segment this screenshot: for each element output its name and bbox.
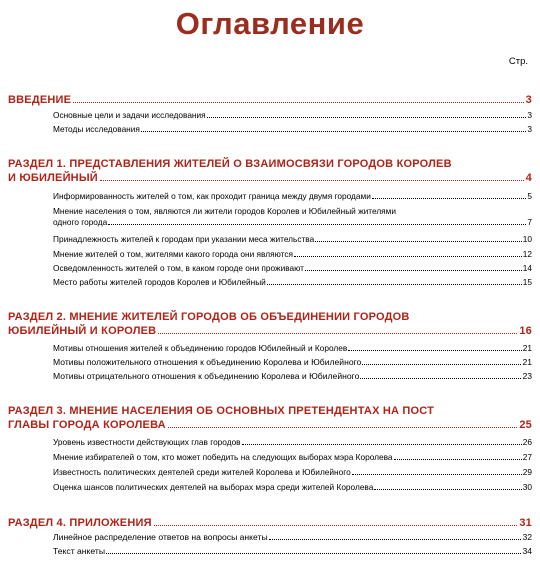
toc-entry[interactable]: [53, 371, 532, 382]
section-page-number: 25: [519, 419, 532, 431]
entry-page-number: 29: [522, 467, 532, 477]
toc-entry[interactable]: [53, 437, 532, 448]
dot-leader: [168, 427, 518, 428]
dot-leader: [267, 284, 522, 285]
entry-text: Осведомленность жителей о том, в каком городе они проживают: [53, 263, 304, 273]
dot-leader: [348, 350, 522, 351]
entry-page-number: 34: [522, 546, 532, 556]
toc-entry[interactable]: [53, 357, 532, 368]
toc-entry[interactable]: [53, 206, 532, 228]
dot-leader: [73, 102, 523, 103]
toc-entry[interactable]: [53, 234, 532, 245]
entry-text: Основные цели и задачи исследования: [53, 110, 206, 120]
entry-text: Текст анкеты: [53, 546, 106, 556]
dot-leader: [352, 474, 522, 475]
dot-leader: [269, 539, 522, 540]
toc-section-heading[interactable]: [8, 157, 532, 185]
toc-entry[interactable]: [53, 482, 532, 493]
entry-text: Мотивы положительного отношения к объединению Королева и Юбилейного: [53, 357, 362, 367]
dot-leader: [100, 180, 524, 181]
dot-leader: [141, 131, 526, 132]
entry-text: Место работы жителей городов Королев и Юбилейный: [53, 277, 266, 287]
entry-page-number: 27: [522, 452, 532, 462]
entry-page-number: 26: [522, 437, 532, 447]
entry-page-number: 23: [522, 371, 532, 381]
entry-page-number: 21: [522, 357, 532, 367]
section-page-number: 4: [525, 172, 532, 184]
entry-text: Мнение избирателей о том, кто может победить на следующих выборах мэра Королева: [53, 452, 393, 462]
toc-entry[interactable]: [53, 532, 532, 543]
toc-entry[interactable]: [53, 110, 532, 121]
section-page-number: 31: [519, 517, 532, 529]
section-page-number: 3: [525, 94, 532, 106]
toc-entry[interactable]: [53, 263, 532, 274]
entry-text-continued: одного города: [53, 217, 108, 227]
entry-page-number: 3: [527, 124, 532, 134]
page-column-label: Стр.: [508, 56, 528, 67]
dot-leader: [242, 444, 522, 445]
toc-entry[interactable]: [53, 343, 532, 354]
section-page-number: 16: [519, 325, 532, 337]
entry-text: Линейное распределение ответов на вопросы анкеты: [53, 532, 268, 542]
toc-section-heading[interactable]: [8, 93, 532, 107]
toc-entry[interactable]: [53, 124, 532, 135]
dot-leader: [294, 256, 522, 257]
dot-leader: [207, 117, 527, 118]
entry-text: Информированность жителей о том, как проходит граница между двумя городами: [53, 191, 371, 201]
section-title: ВВЕДЕНИЕ: [8, 94, 72, 106]
dot-leader: [372, 198, 527, 199]
dot-leader: [315, 241, 522, 242]
toc-section-heading[interactable]: [8, 310, 532, 338]
dot-leader: [108, 224, 526, 225]
entry-text: Методы исследования: [53, 124, 140, 134]
dot-leader: [106, 553, 521, 554]
section-title-line2: ЮБИЛЕЙНЫЙ И КОРОЛЕВ: [8, 325, 157, 337]
toc-entry[interactable]: [53, 277, 532, 288]
dot-leader: [374, 489, 521, 490]
toc-section-heading[interactable]: [8, 404, 532, 432]
dot-leader: [305, 270, 522, 271]
entry-page-number: 21: [522, 343, 532, 353]
entry-page-number: 30: [522, 482, 532, 492]
entry-text: Мнение населения о том, являются ли жители городов Королев и Юбилейный жителями: [53, 206, 397, 216]
section-title-line1: РАЗДЕЛ 2. МНЕНИЕ ЖИТЕЛЕЙ ГОРОДОВ ОБ ОБЪЕДИНЕНИИ ГОРОДОВ: [8, 311, 410, 323]
dot-leader: [362, 364, 521, 365]
dot-leader: [158, 333, 517, 334]
entry-page-number: 10: [522, 234, 532, 244]
page-title: Оглавление: [175, 6, 365, 41]
section-title-line2: И ЮБИЛЕЙНЫЙ: [8, 172, 98, 184]
entry-page-number: 14: [522, 263, 532, 273]
toc-entry[interactable]: [53, 546, 532, 557]
toc-entry[interactable]: [53, 467, 532, 478]
entry-text: Принадлежность жителей к городам при указании меса жительства: [53, 234, 315, 244]
entry-page-number: 12: [522, 249, 532, 259]
entry-text: Оценка шансов политических деятелей на выборах мэра среди жителей Королева: [53, 482, 374, 492]
entry-text: Мотивы отношения жителей к объединению городов Юбилейный и Королев: [53, 343, 348, 353]
toc-section-heading[interactable]: [8, 516, 532, 530]
entry-page-number: 32: [522, 532, 532, 542]
dot-leader: [360, 378, 521, 379]
toc-entry[interactable]: [53, 249, 532, 260]
entry-text: Уровень известности действующих глав городов: [53, 437, 241, 447]
entry-text: Известность политических деятелей среди жителей Королева и Юбилейного: [53, 467, 351, 477]
section-title-line1: РАЗДЕЛ 1. ПРЕДСТАВЛЕНИЯ ЖИТЕЛЕЙ О ВЗАИМОСВЯЗИ ГОРОДОВ КОРОЛЕВ: [8, 158, 452, 170]
entry-page-number: 15: [522, 277, 532, 287]
dot-leader: [154, 525, 518, 526]
entry-page-number: 3: [527, 110, 532, 120]
toc-entry[interactable]: [53, 191, 532, 202]
entry-text: Мотивы отрицательного отношения к объединению Королева и Юбилейного: [53, 371, 360, 381]
entry-page-number: 7: [527, 217, 532, 227]
section-title-line1: РАЗДЕЛ 3. МНЕНИЕ НАСЕЛЕНИЯ ОБ ОСНОВНЫХ ПРЕТЕНДЕНТАХ НА ПОСТ: [8, 405, 435, 417]
entry-page-number: 5: [527, 191, 532, 201]
dot-leader: [394, 459, 522, 460]
entry-text: Мнение жителей о том, жителями какого города они являются: [53, 249, 293, 259]
toc-entry[interactable]: [53, 452, 532, 463]
section-title: РАЗДЕЛ 4. ПРИЛОЖЕНИЯ: [8, 517, 152, 529]
section-title-line2: ГЛАВЫ ГОРОДА КОРОЛЕВА: [8, 419, 166, 431]
